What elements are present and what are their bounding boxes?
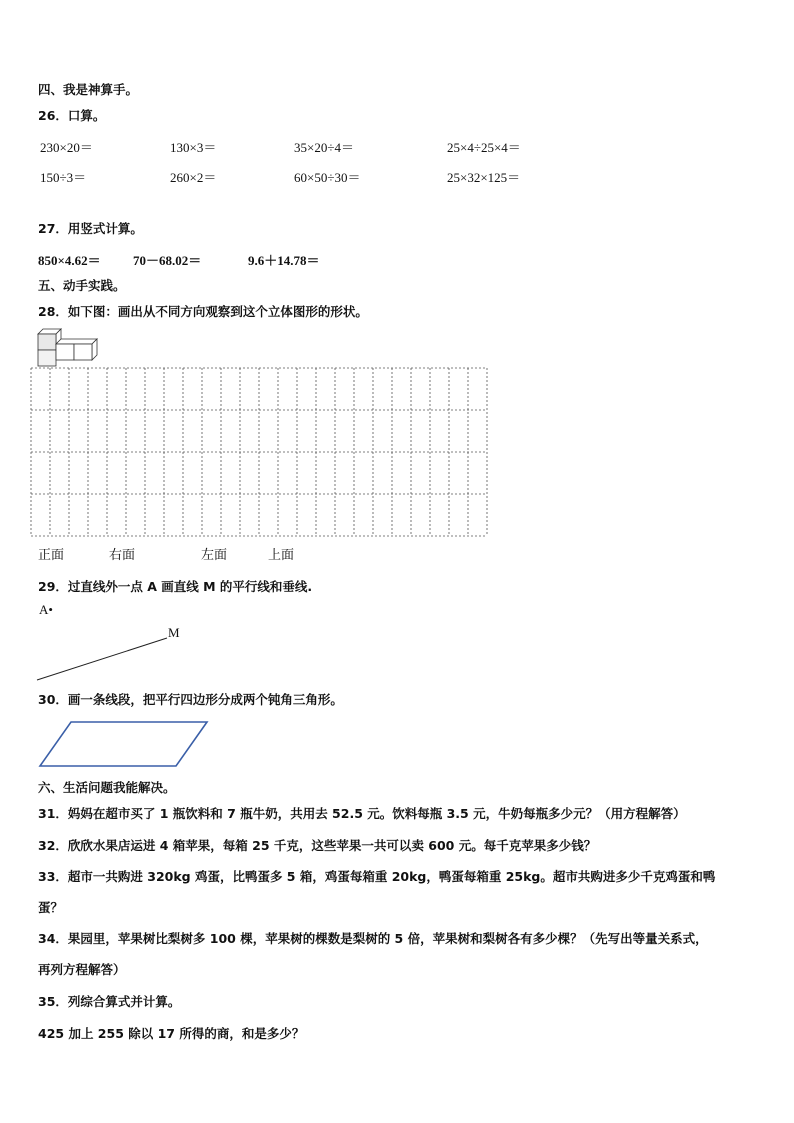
point-a-label: A• (39, 602, 53, 617)
line-m (35, 635, 170, 682)
view-label-front: 正面 (38, 548, 65, 563)
section-4-title: 四、我是神算手。 (38, 82, 139, 97)
q26-r1-c4: 25×4÷25×4＝ (447, 140, 521, 155)
q33-line-1: 33．超市一共购进 320kg 鸡蛋，比鸭蛋多 5 箱，鸡蛋每箱重 20kg，鸭蛋每箱重 25kg。超市共购进多少千克鸡蛋和鸭 (38, 869, 716, 884)
q26-r2-c1: 150÷3＝ (40, 170, 87, 185)
q30-title: 30．画一条线段，把平行四边形分成两个钝角三角形。 (38, 692, 343, 707)
q33-line-2: 蛋？ (38, 900, 64, 915)
q26-r2-c3: 60×50÷30＝ (294, 170, 361, 185)
q28-title: 28．如下图：画出从不同方向观察到这个立体图形的形状。 (38, 304, 368, 319)
line-m-label: M (168, 625, 180, 640)
section-5-title: 五、动手实践。 (38, 278, 126, 293)
q26-r1-c3: 35×20÷4＝ (294, 140, 354, 155)
q34-line-2: 再列方程解答） (38, 962, 126, 977)
q26-r1-c2: 130×3＝ (170, 140, 217, 155)
q35-text: 425 加上 255 除以 17 所得的商，和是多少？ (38, 1026, 305, 1041)
view-label-top: 上面 (268, 548, 295, 563)
q26-title: 26．口算。 (38, 108, 106, 123)
q35-title: 35．列综合算式并计算。 (38, 994, 181, 1009)
q29-title: 29．过直线外一点 A 画直线 M 的平行线和垂线. (38, 579, 313, 594)
view-label-right: 右面 (109, 548, 136, 563)
dotted-drawing-grid (30, 367, 488, 537)
q32-text: 32．欣欣水果店运进 4 箱苹果，每箱 25 千克，这些苹果一共可以卖 600 元。每千克苹果多少钱？ (38, 838, 597, 853)
q27-item-2: 70－68.02＝ (133, 253, 202, 268)
parallelogram (38, 720, 210, 768)
section-6-title: 六、生活问题我能解决。 (38, 780, 176, 795)
q31-text: 31．妈妈在超市买了 1 瓶饮料和 7 瓶牛奶，共用去 52.5 元。饮料每瓶 3.5 元，牛奶每瓶多少元？（用方程解答） (38, 806, 686, 821)
cube-solid-figure (38, 328, 98, 368)
q27-item-3: 9.6＋14.78＝ (248, 253, 320, 268)
q34-line-1: 34．果园里，苹果树比梨树多 100 棵，苹果树的棵数是梨树的 5 倍，苹果树和梨树各有多少棵？（先写出等量关系式， (38, 931, 708, 946)
view-label-left: 左面 (201, 548, 228, 563)
q26-r1-c1: 230×20＝ (40, 140, 93, 155)
q26-r2-c2: 260×2＝ (170, 170, 217, 185)
q27-item-1: 850×4.62＝ (38, 253, 101, 268)
q26-r2-c4: 25×32×125＝ (447, 170, 521, 185)
q27-title: 27．用竖式计算。 (38, 221, 143, 236)
